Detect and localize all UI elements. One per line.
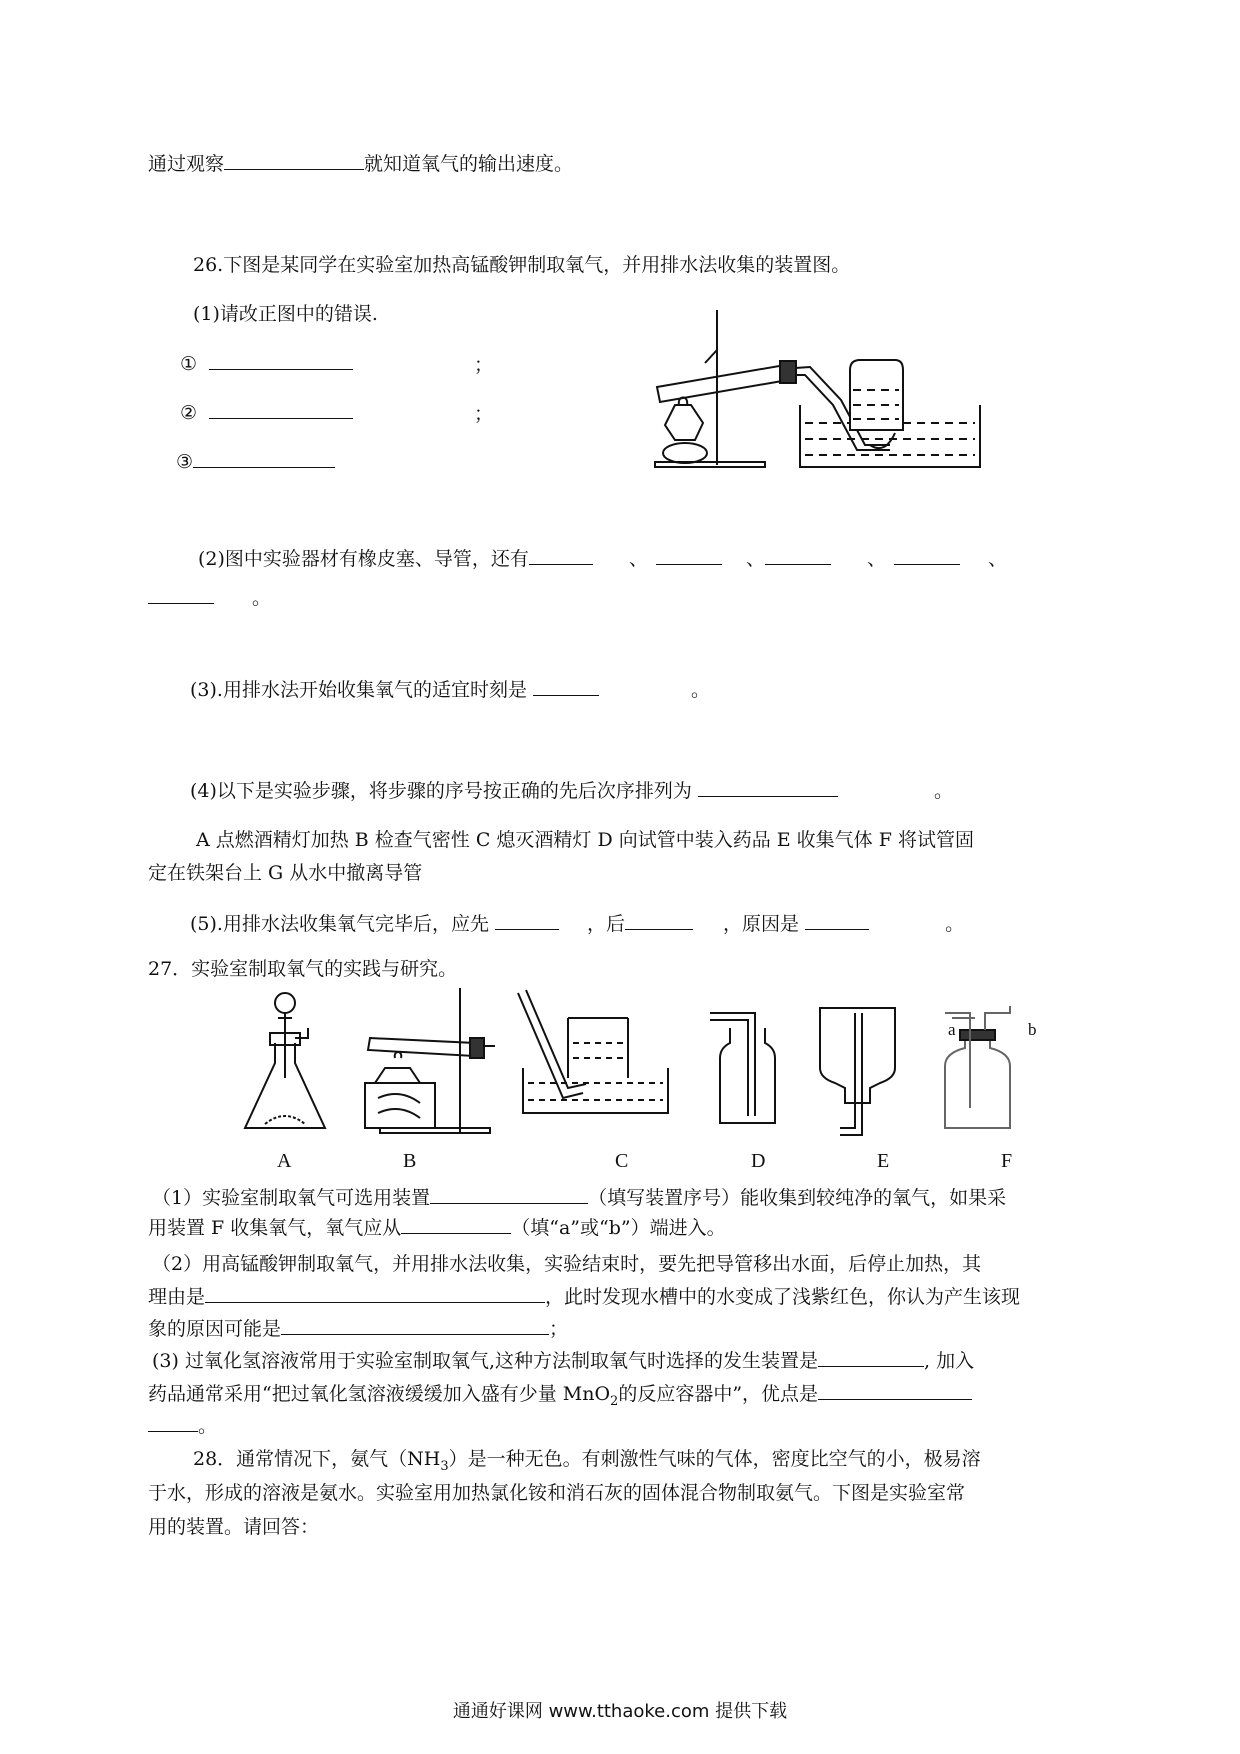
question-26-part-2: (2)图中实验器材有橡皮塞、导管，还有 、 、 、 、 xyxy=(198,544,1007,573)
apparatus-label-f: F xyxy=(1001,1150,1013,1172)
question-27-title: 27．实验室制取氧气的实践与研究。 xyxy=(148,958,458,980)
apparatus-a-icon xyxy=(245,993,325,1128)
answer-blank[interactable] xyxy=(209,349,353,370)
answer-blank[interactable] xyxy=(529,544,593,565)
answer-blank[interactable] xyxy=(625,909,693,930)
answer-blank[interactable] xyxy=(193,447,335,468)
page-footer: 通通好课网 www.tthaoke.com 提供下载 xyxy=(452,1701,788,1722)
answer-blank[interactable] xyxy=(533,675,599,696)
semicolon-2: ； xyxy=(474,403,494,425)
answer-blank[interactable] xyxy=(401,1213,511,1234)
question-27-part-3-cont2: 。 xyxy=(148,1411,217,1440)
apparatus-e-icon xyxy=(820,1008,895,1135)
question-27-part-2-cont2: 象的原因可能是 ； xyxy=(148,1314,568,1343)
apparatus-label-e: E xyxy=(877,1150,890,1172)
question-28-line-1: 28．通常情况下，氨气$(NH_3)$是一种无色。有刺激性气味的气体，密度比空气的小，极易溶 xyxy=(193,1448,981,1474)
question-27-part-2-cont: 理由是 ，此时发现水槽中的水变成了浅紫红色，你认为产生该现 xyxy=(148,1282,1020,1311)
question-27-part-3: (3) 过氧化氢溶液常用于实验室制取氧气,这种方法制取氧气时选择的发生装置是 , 加入 xyxy=(152,1346,974,1375)
question-26-part-4: (4)以下是实验步骤，将步骤的序号按正确的先后次序排列为 。 xyxy=(190,776,953,805)
text-line-observe: 通过观察 就知道氧气的输出速度。 xyxy=(148,149,573,178)
answer-blank[interactable] xyxy=(281,1314,549,1335)
error-item-3: ③ xyxy=(176,447,335,476)
question-28-line-2: 于水，形成的溶液是氨水。实验室用加热氯化铵和消石灰的固体混合物制取氨气。下图是实验室常 xyxy=(148,1482,966,1504)
apparatus-label-b: B xyxy=(403,1150,417,1172)
question-28-line-3: 用的装置。请回答： xyxy=(148,1516,320,1538)
answer-blank[interactable] xyxy=(495,909,559,930)
question-26-part-5: (5).用排水法收集氧气完毕后，应先 ，后 ，原因是 。 xyxy=(190,909,964,938)
question-26-title: 26.下图是某同学在实验室加热高锰酸钾制取氧气，并用排水法收集的装置图。 xyxy=(193,254,851,276)
apparatus-d-icon xyxy=(710,1013,775,1123)
steps-line-2: 定在铁架台上 G 从水中撤离导管 xyxy=(148,862,423,884)
question-27-part-2: （2）用高锰酸钾制取氧气，并用排水法收集，实验结束时，要先把导管移出水面，后停止加热，其 xyxy=(152,1253,982,1275)
port-label-a: a xyxy=(948,1020,956,1039)
apparatus-b-icon xyxy=(365,988,495,1133)
apparatus-label-c: C xyxy=(615,1150,629,1172)
answer-blank[interactable] xyxy=(209,398,353,419)
error-item-1: ① xyxy=(180,349,353,378)
apparatus-label-a: A xyxy=(277,1150,292,1172)
question-27-part-1: （1）实验室制取氧气可选用装置 （填写装置序号）能收集到较纯净的氧气，如果采 xyxy=(152,1183,1006,1212)
answer-blank[interactable] xyxy=(224,149,364,170)
question-26-part-1: (1)请改正图中的错误. xyxy=(193,303,378,325)
error-item-2: ② xyxy=(180,398,353,427)
port-label-b: b xyxy=(1028,1020,1037,1039)
question-26-part-2-cont: 。 xyxy=(148,583,271,612)
apparatus-label-d: D xyxy=(751,1150,766,1172)
answer-blank[interactable] xyxy=(894,544,960,565)
answer-blank[interactable] xyxy=(698,776,838,797)
answer-blank[interactable] xyxy=(205,1282,545,1303)
question-26-part-3: (3).用排水法开始收集氧气的适宜时刻是 。 xyxy=(190,675,710,704)
question-27-part-3-cont: 药品通常采用“把过氧化氢溶液缓缓加入盛有少量 MnO$_2$的反应容器中”，优点是 xyxy=(148,1379,972,1416)
answer-blank[interactable] xyxy=(148,583,214,604)
apparatus-c-icon xyxy=(518,990,668,1113)
apparatus-row-27 xyxy=(240,988,1080,1138)
apparatus-diagram-26 xyxy=(645,305,995,475)
semicolon-1: ； xyxy=(474,354,494,376)
answer-blank[interactable] xyxy=(805,909,869,930)
answer-blank[interactable] xyxy=(430,1183,588,1204)
steps-line-1: A 点燃酒精灯加热 B 检查气密性 C 熄灭酒精灯 D 向试管中装入药品 E 收集气体 F 将试管固 xyxy=(196,829,974,851)
answer-blank[interactable] xyxy=(765,544,831,565)
answer-blank[interactable] xyxy=(656,544,722,565)
answer-blank[interactable] xyxy=(818,1379,972,1400)
question-27-part-1-cont: 用装置 F 收集氧气，氧气应从 （填“a”或“b”）端进入。 xyxy=(148,1213,726,1242)
answer-blank[interactable] xyxy=(148,1411,198,1432)
answer-blank[interactable] xyxy=(818,1346,924,1367)
